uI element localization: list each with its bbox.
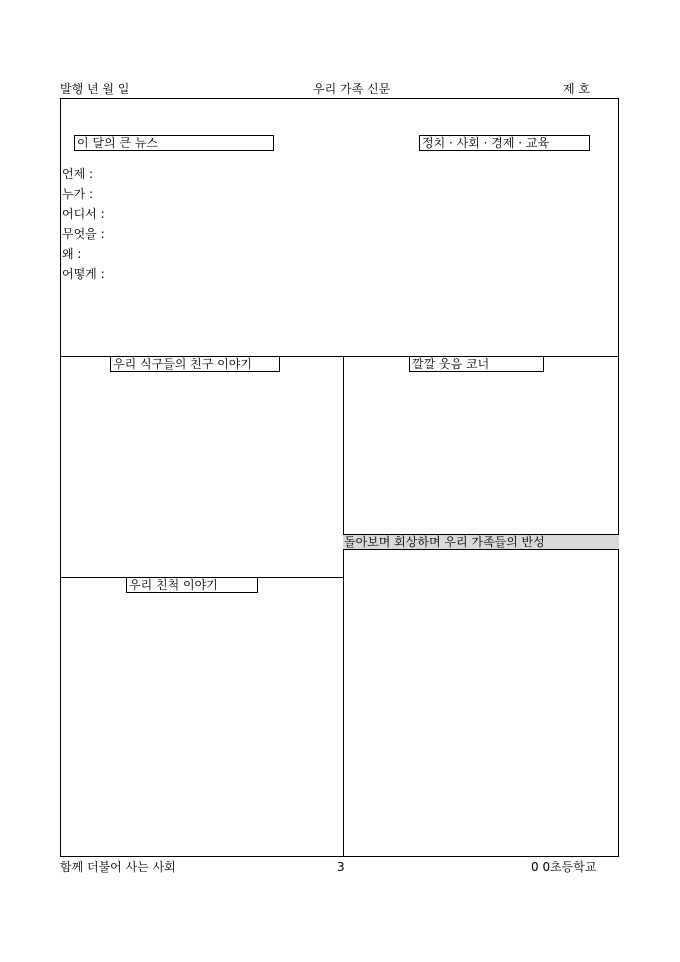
reflection-section-bar: 돌아보며 회상하며 우리 가족들의 반성: [343, 534, 619, 550]
issue-date-label: 발행 년 월 일: [60, 82, 130, 96]
newspaper-frame: [60, 98, 619, 857]
page-number: 3: [337, 860, 345, 874]
column-divider: [343, 356, 344, 857]
issue-number-label: 제 호: [563, 82, 590, 96]
big-news-title-box: 이 달의 큰 뉴스: [74, 135, 274, 151]
field-why: 왜 :: [62, 247, 82, 261]
relatives-story-label: 우리 친척 이야기: [126, 577, 258, 593]
field-what: 무엇을 :: [62, 227, 105, 241]
humor-corner-label: 깔깔 웃음 코너: [409, 356, 544, 372]
footer-motto: 함께 더불어 사는 사회: [60, 860, 176, 874]
school-name: 0 0초등학교: [531, 860, 597, 874]
news-category-box: 정치 · 사회 · 경제 · 교육: [419, 135, 590, 151]
field-when: 언제 :: [62, 167, 94, 181]
field-where: 어디서 :: [62, 207, 105, 221]
newspaper-title: 우리 가족 신문: [313, 82, 391, 96]
field-who: 누가 :: [62, 187, 94, 201]
field-how: 어떻게 :: [62, 267, 105, 281]
friends-story-label: 우리 식구들의 친구 이야기: [110, 356, 280, 372]
